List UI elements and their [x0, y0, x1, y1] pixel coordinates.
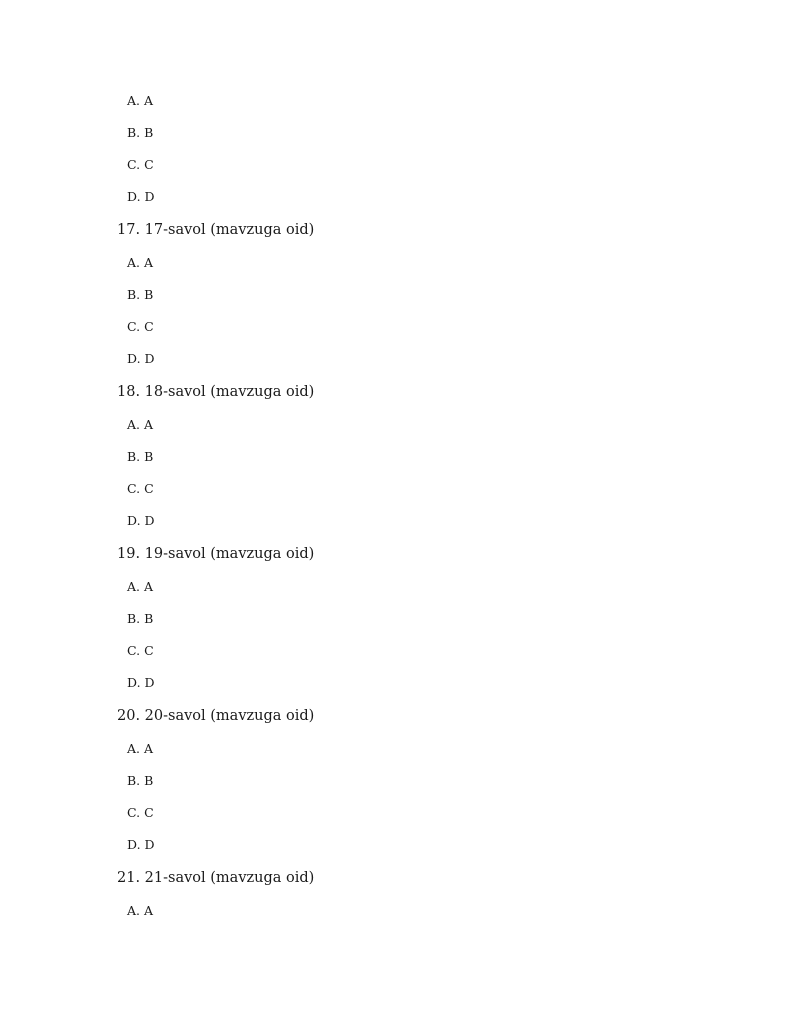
question-title: 17. 17-savol (mavzuga oid): [117, 222, 315, 238]
option-a: A. A: [127, 255, 154, 270]
question-title: 18. 18-savol (mavzuga oid): [117, 384, 315, 400]
option-a: A. A: [127, 93, 154, 108]
option-d: D. D: [127, 513, 155, 528]
question-title: 20. 20-savol (mavzuga oid): [117, 708, 315, 724]
option-b: B. B: [127, 449, 154, 464]
option-d: D. D: [127, 189, 155, 204]
option-c: C. C: [127, 481, 154, 496]
option-a: A. A: [127, 579, 154, 594]
option-b: B. B: [127, 287, 154, 302]
option-b: B. B: [127, 773, 154, 788]
option-a: A. A: [127, 741, 154, 756]
option-d: D. D: [127, 675, 155, 690]
option-c: C. C: [127, 643, 154, 658]
option-a: A. A: [127, 903, 154, 918]
option-c: C. C: [127, 805, 154, 820]
option-b: B. B: [127, 125, 154, 140]
option-b: B. B: [127, 611, 154, 626]
option-a: A. A: [127, 417, 154, 432]
option-d: D. D: [127, 351, 155, 366]
question-title: 21. 21-savol (mavzuga oid): [117, 870, 315, 886]
option-c: C. C: [127, 157, 154, 172]
option-c: C. C: [127, 319, 154, 334]
option-d: D. D: [127, 837, 155, 852]
question-title: 19. 19-savol (mavzuga oid): [117, 546, 315, 562]
